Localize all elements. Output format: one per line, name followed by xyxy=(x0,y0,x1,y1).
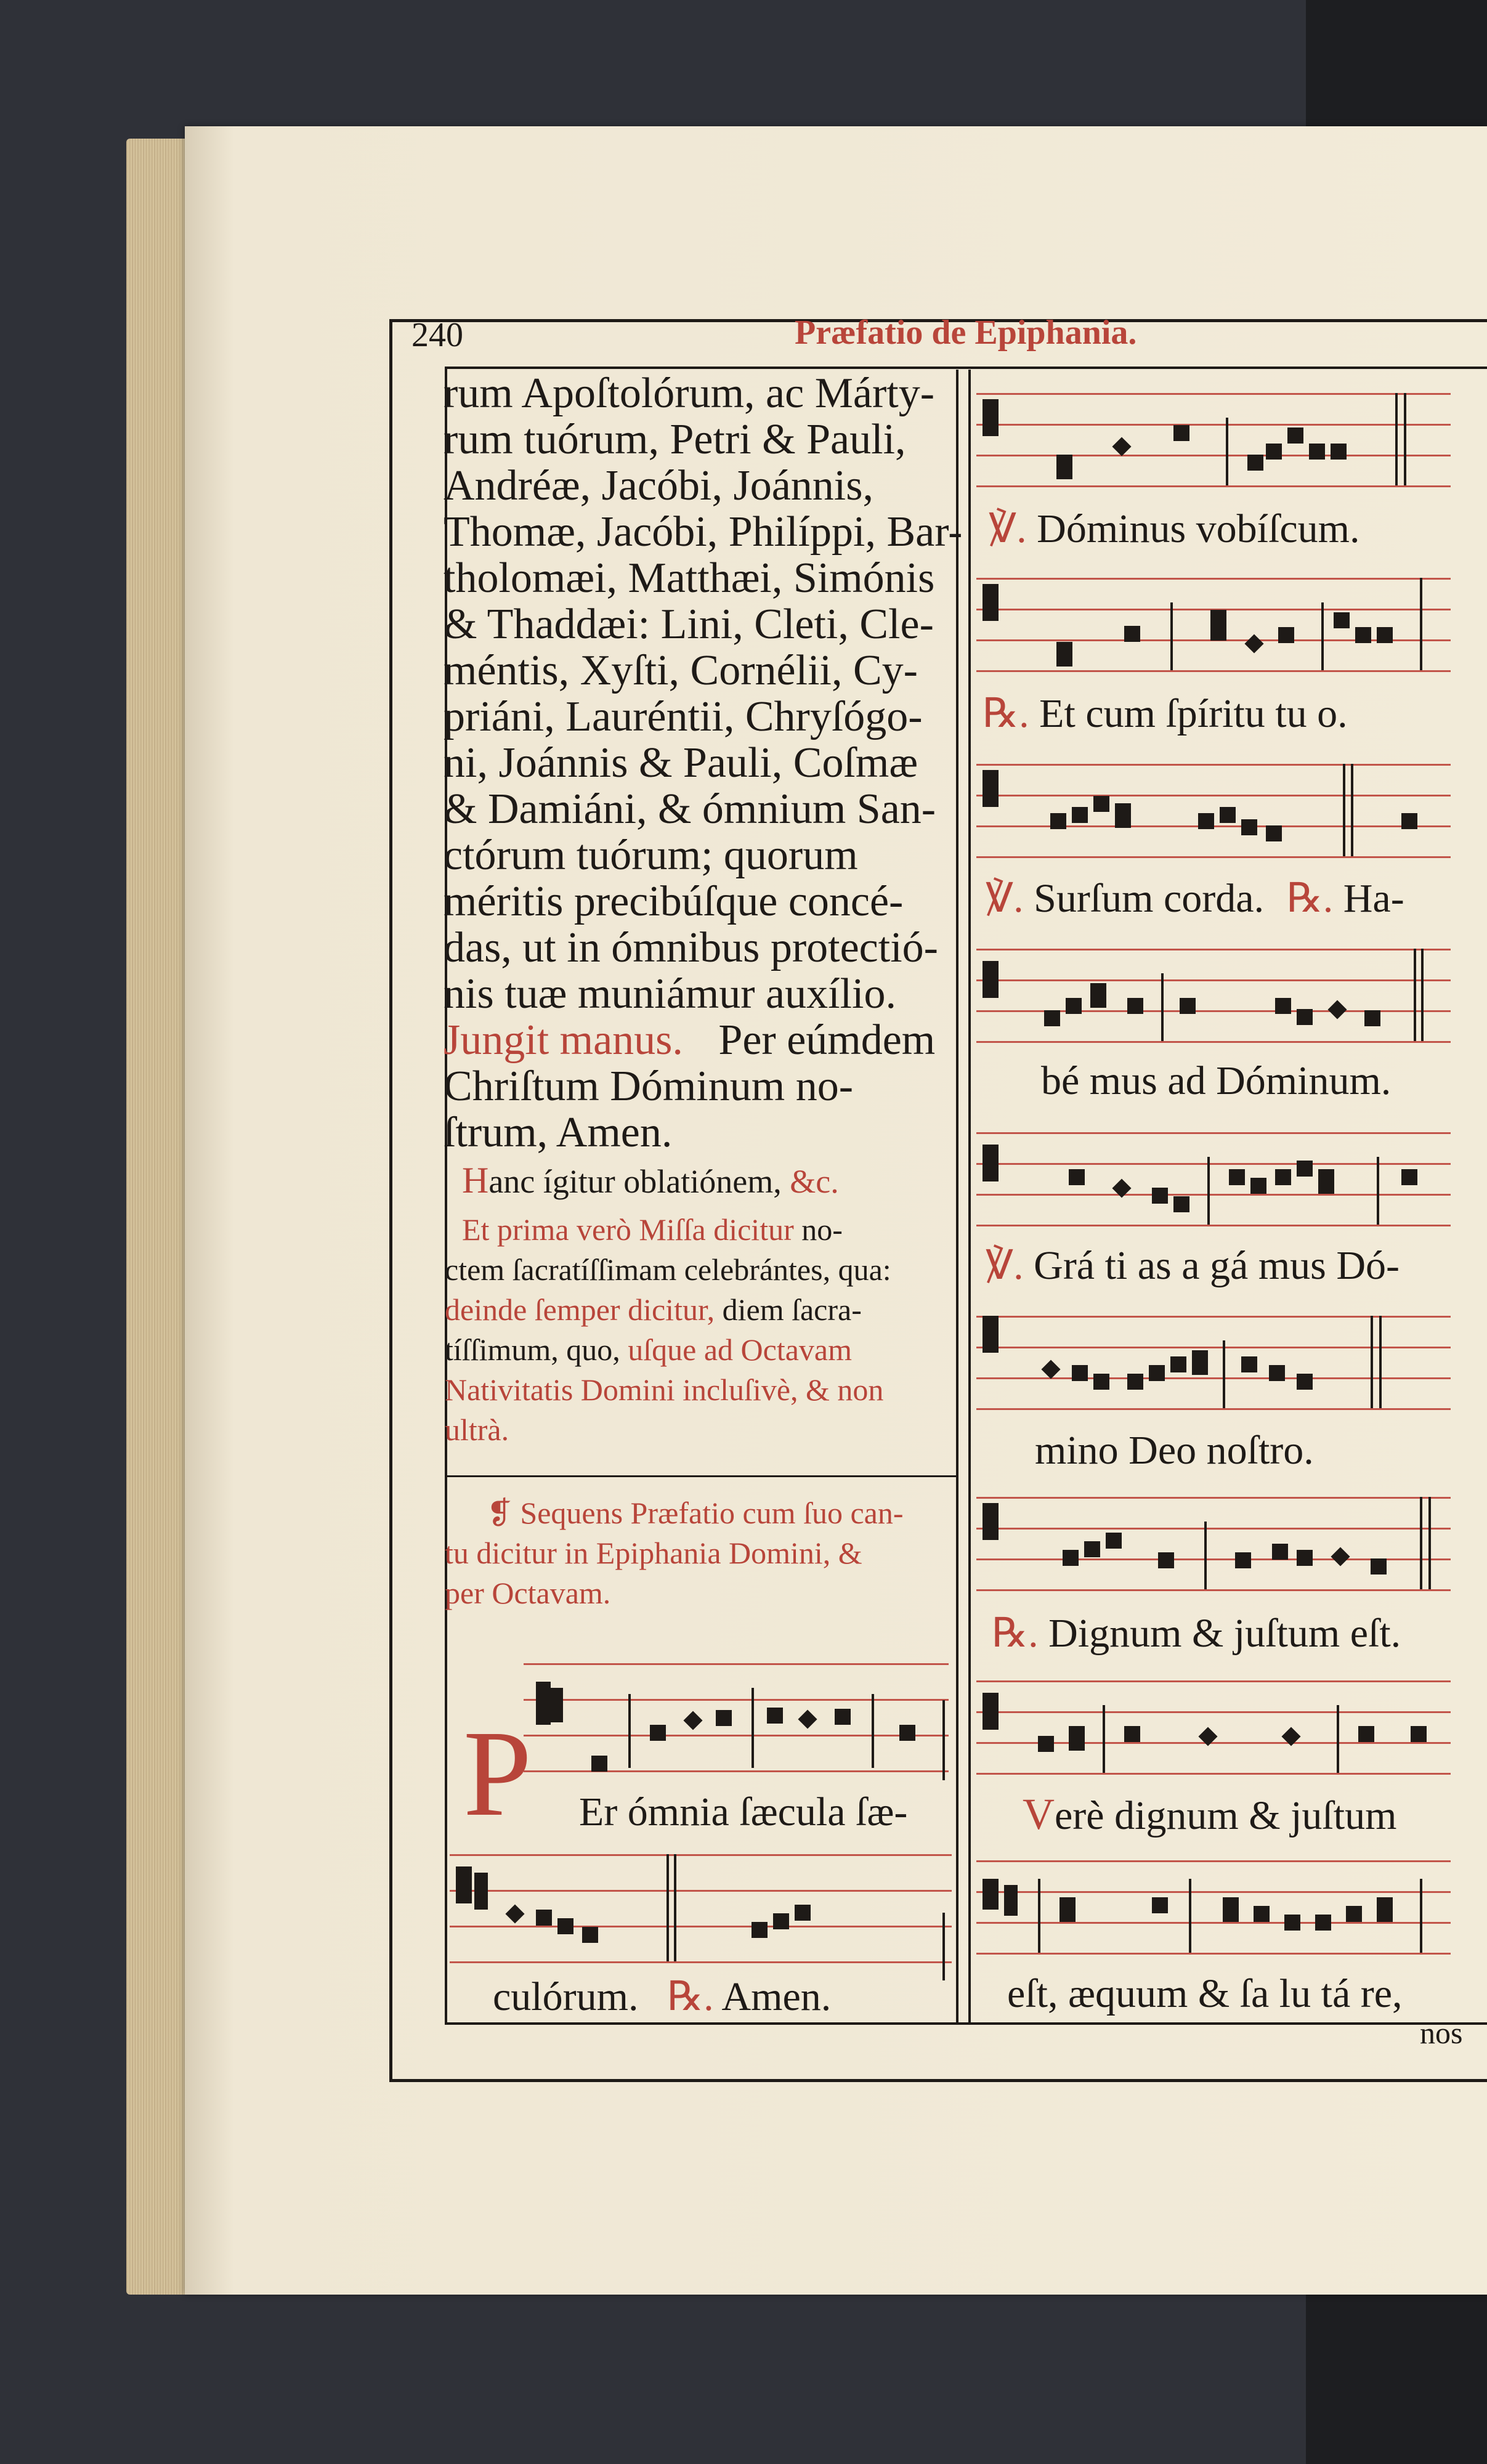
body-line: tholomæi, Matthæi, Simónis xyxy=(444,554,935,602)
chant-lyric: Verè dignum & juſtum xyxy=(1023,1789,1397,1839)
frame-inner-top xyxy=(445,367,1487,369)
chant-lyric: culórum. ℞. Amen. xyxy=(493,1974,832,2019)
chant-staff xyxy=(976,578,1451,676)
body-line: priáni, Lauréntii, Chryſógo- xyxy=(444,693,923,740)
rubric-separator xyxy=(445,1475,956,1477)
drop-cap-letter: P xyxy=(463,1706,532,1842)
frame-left-outer xyxy=(389,319,392,2082)
chant-lyric: ℣. Dóminus vobíſcum. xyxy=(989,506,1360,551)
chant-staff xyxy=(976,393,1451,492)
body-line: Thomæ, Jacóbi, Philíppi, Bar- xyxy=(444,508,963,556)
jungit-text: Per eúmdem xyxy=(718,1016,936,1064)
rubric-line: ultrà. xyxy=(445,1412,509,1447)
column-divider-right xyxy=(968,370,971,2024)
body-line: rum Apoſtolórum, ac Márty- xyxy=(444,370,935,417)
chant-staff xyxy=(524,1663,949,1780)
jungit-rubric: Jungit manus. xyxy=(444,1016,683,1064)
chant-lyric: ℣. Grá ti as a gá mus Dó- xyxy=(986,1243,1400,1288)
page-number: 240 xyxy=(411,316,463,354)
rubric-line: tu dicitur in Epiphania Domini, & xyxy=(445,1536,862,1570)
rubric-line: ❡ Sequens Præfatio cum ſuo can- xyxy=(487,1496,904,1530)
chant-staff xyxy=(976,1132,1451,1231)
frame-inner-bottom xyxy=(445,2022,1487,2025)
page-edges xyxy=(126,139,194,2295)
chant-lyric: bé mus ad Dóminum. xyxy=(1041,1058,1392,1103)
rubric-line: deinde ſemper dicitur, diem ſacra- xyxy=(445,1292,862,1327)
chant-staff xyxy=(976,1860,1451,1959)
chant-lyric: ℞. Et cum ſpíritu tu o. xyxy=(983,691,1348,736)
rubric-line: per Octavam. xyxy=(445,1576,611,1610)
running-title: Præfatio de Epiphania. xyxy=(795,314,1137,352)
hanc-etc: &c. xyxy=(790,1163,839,1200)
chant-staff xyxy=(976,1497,1451,1595)
rubric-line: ctem ſacratíſſimam celebrántes, qua: xyxy=(445,1252,891,1287)
chant-staff xyxy=(976,949,1451,1047)
body-line: rum tuórum, Petri & Pauli, xyxy=(444,416,906,463)
column-divider-left xyxy=(956,370,958,2024)
hanc-line xyxy=(462,1161,839,1201)
chant-lyric: ℣. Surſum corda. ℞. Ha- xyxy=(986,876,1404,921)
rubric-line: Et prima verò Miſſa dicitur no- xyxy=(462,1212,843,1247)
chant-lyric: mino Deo noſtro. xyxy=(1035,1428,1314,1473)
jungit-line xyxy=(444,1016,935,1064)
body-line: & Thaddæi: Lini, Cleti, Cle- xyxy=(444,601,934,648)
body-line: nis tuæ muniámur auxílio. xyxy=(444,970,896,1018)
rubric-line: Nativitatis Domini incluſivè, & non xyxy=(445,1372,884,1407)
body-line: das, ut in ómnibus protectió- xyxy=(444,924,938,971)
body-line: & Damiáni, & ómnium San- xyxy=(444,785,936,833)
hanc-text: anc ígitur oblatiónem, xyxy=(488,1163,782,1200)
body-line: ctórum tuórum; quorum xyxy=(444,832,858,879)
chant-lyric: eſt, æquum & ſa lu tá re, xyxy=(1007,1971,1403,2016)
frame-outer-bottom xyxy=(389,2079,1487,2082)
body-line: ſtrum, Amen. xyxy=(444,1109,673,1156)
rubric-line: tíſſimum, quo, uſque ad Octavam xyxy=(445,1332,852,1367)
body-line: Chriſtum Dóminum no- xyxy=(444,1063,853,1110)
catchword: nos xyxy=(1420,2016,1463,2050)
chant-staff xyxy=(976,1316,1451,1414)
chant-staff xyxy=(976,1680,1451,1779)
body-line: méritis precibúſque concé- xyxy=(444,878,904,925)
chant-lyric: ℞. Dignum & juſtum eſt. xyxy=(992,1611,1401,1656)
body-line: Andréæ, Jacóbi, Joánnis, xyxy=(444,462,873,509)
hanc-initial: H xyxy=(462,1160,489,1201)
chant-lyric: Er ómnia ſæcula ſæ- xyxy=(579,1789,908,1834)
body-line: ni, Joánnis & Pauli, Coſmæ xyxy=(444,739,918,787)
chant-staff xyxy=(976,764,1451,862)
body-line: méntis, Xyſti, Cornélii, Cy- xyxy=(444,647,918,694)
chant-staff xyxy=(450,1854,952,1971)
